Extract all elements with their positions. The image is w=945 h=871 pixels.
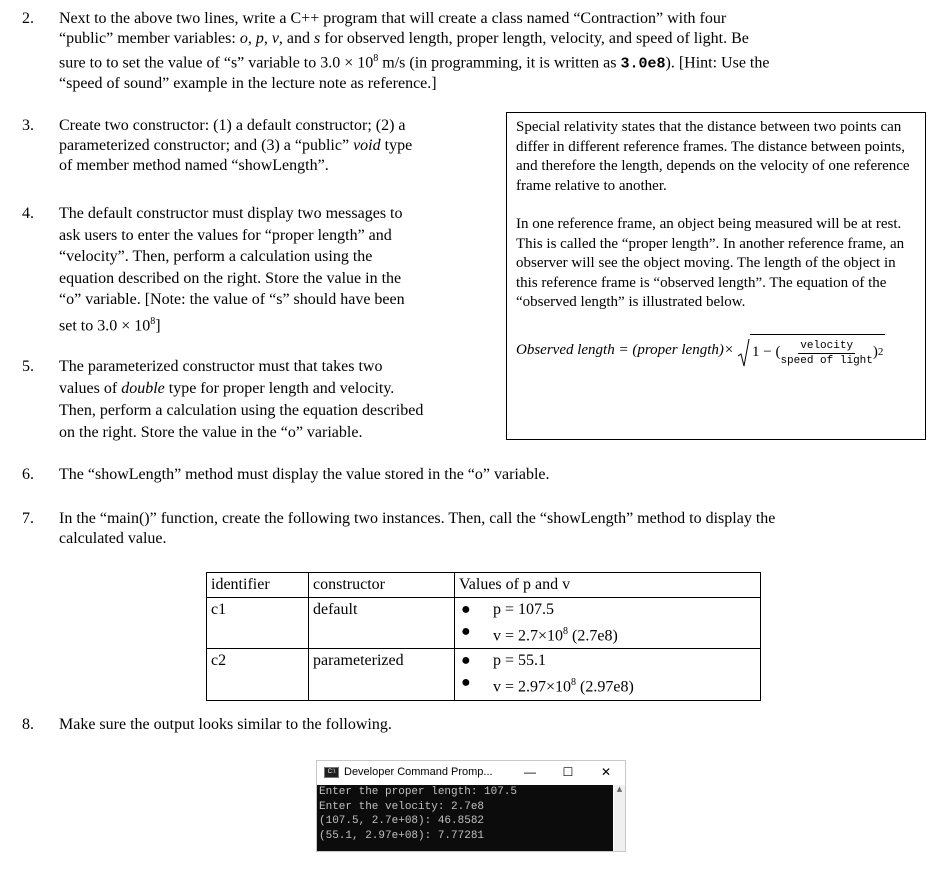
special-relativity-box bbox=[506, 112, 926, 440]
minimize-button[interactable]: — bbox=[524, 765, 536, 779]
item-6-number: 6. bbox=[22, 466, 34, 483]
maximize-button[interactable]: ☐ bbox=[562, 765, 574, 779]
item-5-number: 5. bbox=[22, 358, 34, 375]
item-2-number: 2. bbox=[22, 10, 34, 27]
console-scrollbar[interactable] bbox=[614, 785, 625, 851]
header-identifier: identifier bbox=[207, 573, 309, 598]
console-output: Enter the proper length: 107.5 Enter the velocity: 2.7e8 (107.5, 2.7e+08): 46.8582 (55.1, 2.97e+08): 7.77281 bbox=[317, 785, 613, 851]
square-root: 1 − ( $\frac{\text{velocity}}{\text{speed of light}}$ ) 2 bbox=[738, 334, 885, 368]
terminal-icon: C:\ bbox=[324, 767, 339, 778]
item-4-number: 4. bbox=[22, 205, 34, 222]
sidebox-paragraph-2: In one reference frame, an object being measured will be at rest. This is called the “proper length”. In another reference frame, an observer will see the object moving. The length of the object in this reference frame is “observed length”. The equation of the “observed length” is illustrated below. bbox=[516, 216, 905, 310]
instances-table bbox=[206, 572, 761, 701]
item-8-number: 8. bbox=[22, 716, 34, 733]
item-3-text: Create two constructor: (1) a default constructor; (2) a parameterized constructor; and (3) a “public” void type of member method named “showLength”. bbox=[59, 117, 413, 174]
table-row: c1 default ● p = 107.5 ● $v = 2.7\times 10^8$ (2.7e8) bbox=[207, 598, 761, 649]
table-row: c2 parameterized ● p = 55.1 ● $v = 2.97\times 10^8$ (2.97e8) bbox=[207, 649, 761, 700]
console-title: Developer Command Promp... bbox=[344, 766, 493, 778]
table-header-row bbox=[207, 573, 761, 598]
velocity-fraction: $\frac{\text{velocity}}{\text{speed of light}}$ bbox=[780, 339, 873, 367]
item-8-text: Make sure the output looks similar to the following. bbox=[59, 716, 392, 733]
observed-length-equation: Observed length = (proper length)× 1 − ( $\frac{\text{velocity}}{\text{speed of light}}$ ) 2 bbox=[516, 334, 917, 368]
item-6-text: The “showLength” method must display the value stored in the “o” variable. bbox=[59, 466, 550, 483]
close-button[interactable]: ✕ bbox=[600, 765, 612, 779]
header-values: Values of p and v bbox=[455, 573, 761, 598]
item-2-text: Next to the above two lines, write a C++ program that will create a class named “Contraction” with four “public” member variables: o, p, v, and s for observed length, proper length, velocity, and speed of light. Be sure to to set the value of “s” variable to $3.0 \times 10^8$ m/s (in programming, it is written as 3.0e8). [Hint: Use the “speed of sound” example in the lecture note as reference.] bbox=[59, 10, 770, 93]
item-4-text: The default constructor must display two messages to ask users to enter the values for “proper length” and “velocity”. Then, perform a calculation using the equation described on the right. Store the value in the “o” variable. [Note: the value of “s” should have been set to $3.0 \times 10^8$] bbox=[59, 205, 405, 334]
item-7-text: In the “main()” function, create the following two instances. Then, call the “showLength” method to display the calculated value. bbox=[59, 510, 776, 547]
sidebox-paragraph-1: Special relativity states that the distance between two points can differ in different reference frames. The distance between points, and therefore the length, depends on the velocity of one reference frame relative to another. bbox=[516, 119, 910, 194]
item-5-text: The parameterized constructor must that takes two values of double type for proper length and velocity. Then, perform a calculation using the equation described on the right. Store the value in the “o” variable. bbox=[59, 358, 424, 441]
header-constructor: constructor bbox=[309, 573, 455, 598]
item-3-number: 3. bbox=[22, 117, 34, 134]
console-title-bar bbox=[317, 761, 625, 783]
console-window bbox=[316, 760, 626, 852]
item-7-number: 7. bbox=[22, 510, 34, 527]
radical-sign-icon bbox=[738, 338, 750, 368]
code-literal: 3.0e8 bbox=[620, 55, 666, 73]
scroll-up-icon[interactable]: ▲ bbox=[616, 785, 623, 793]
